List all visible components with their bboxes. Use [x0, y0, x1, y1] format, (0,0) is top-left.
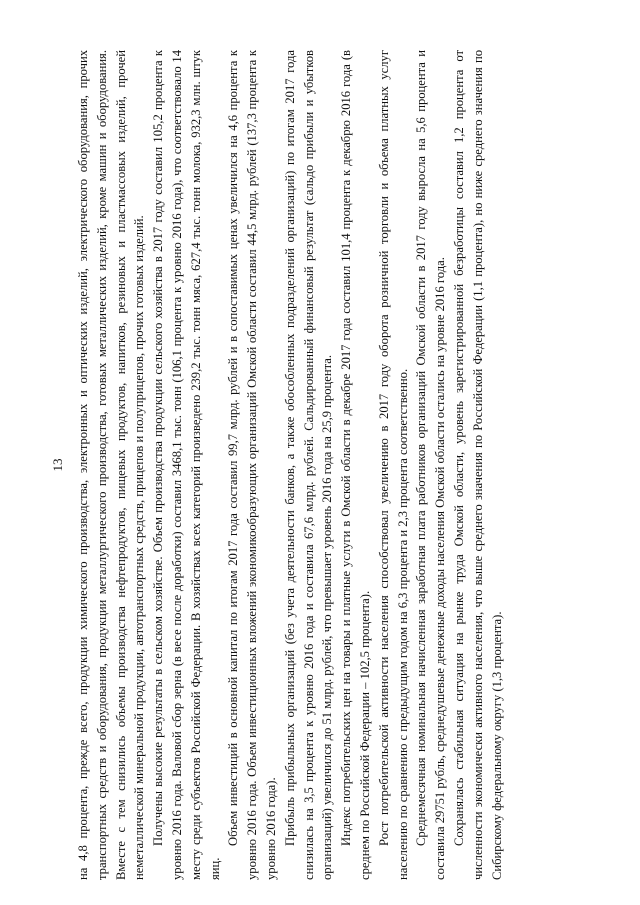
paragraph-investment: Объем инвестиций в основной капитал по итогам 2017 года составил 99,7 млрд. рублей и в сопоставимых ценах увеличился на 4,6 процента к уровню 2016 года. Объем инвестиционных вложений экономикообразующих организаций Омской области составил 44,5 млрд. рублей (137,3 процента к уровню 2016 года). — [226, 50, 278, 880]
paragraph-industry: на 4,8 процента, прежде всего, продукции химического производства, электронных и оптических изделий, электрического оборудования, прочих транспортных средств и оборудования, продукции металлургического производства, готовых металлических изделий, кроме машин и оборудования. Вместе с тем снизились объемы производства нефтепродуктов, пищевых продуктов, напитков, резиновых и пластмассовых изделий, прочей неметаллической минеральной продукции, автотранспортных средств, прицепов и полуприцепов, прочих готовых изделий. — [76, 50, 147, 880]
paragraph-retail: Рост потребительской активности населения способствовал увеличению в 2017 году оборота розничной торговли и объема платных услуг населению по сравнению с предыдущим годом на 6,3 процента и 2,3 процента соответственно. — [376, 50, 410, 880]
paragraph-wages: Среднемесячная номинальная начисленная заработная плата работников организаций Омской области в 2017 году выросла на 5,6 процента и составила 29751 рубль, среднедушевые денежные доходы населения Омской области остались на уровне 2016 года. — [414, 50, 448, 880]
rotated-text-block — [50, 50, 570, 880]
paragraph-profit: Прибыль прибыльных организаций (без учета деятельности банков, а также обособленных подразделений организаций) по итогам 2017 года снизилась на 3,5 процента к уровню 2016 года и составила 67,6 млрд. рублей. Сальдированный финансовый результат (сальдо прибыли и убытков организаций) увеличился до 51 млрд. рублей, что превышает уровень 2016 года на 25,9 процента. — [282, 50, 335, 880]
paragraph-agriculture: Получены высокие результаты в сельском хозяйстве. Объем производства продукции сельского хозяйства в 2017 году составил 105,2 процента к уровню 2016 года. Валовой сбор зерна (в весе после доработки) составил 3468,1 тыс. тонн (106,1 процента к уровню 2016 года), что соответствовало 14 месту среди субъектов Российской Федерации. В хозяйствах всех категорий произведено 239,2 тыс. тонн мяса, 627,4 тыс. тонн молока, 932,3 млн. штук яиц. — [151, 50, 222, 880]
paragraph-labor-market: Сохранялась стабильная ситуация на рынке труда Омской области, уровень зарегистрированной безработицы составил 1,2 процента от численности экономически активного населения, что выше среднего значения по Российской Федерации (1,1 процента), но ниже среднего значения по Сибирскому федеральному округу (1,3 процента). — [451, 50, 504, 880]
paragraph-price-index: Индекс потребительских цен на товары и платные услуги в Омской области в декабре 2017 года составил 101,4 процента к декабрю 2016 года (в среднем по Российской Федерации – 102,5 процента). — [339, 50, 372, 880]
page-number: 13 — [50, 458, 65, 472]
